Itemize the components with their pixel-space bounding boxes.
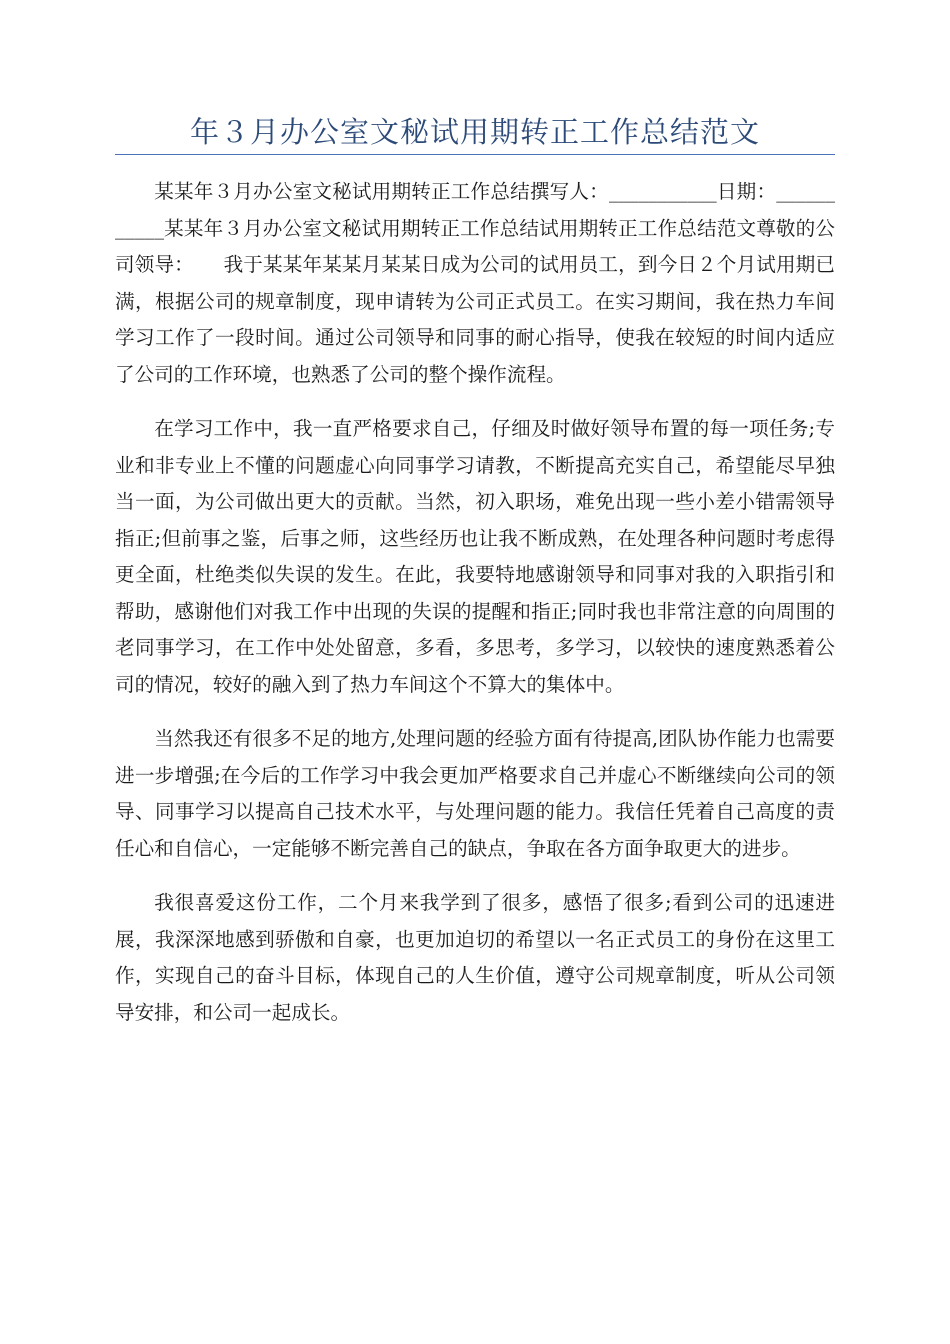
document-body <box>115 174 835 1049</box>
document-title: 年３月办公室文秘试用期转正工作总结范文 <box>189 115 760 149</box>
title-underline <box>115 154 835 155</box>
paragraph-shortcomings: 当然我还有很多不足的地方,处理问题的经验方面有待提高,团队协作能力也需要进一步增强;在今后的工作学习中我会更加严格要求自己并虚心不断继续向公司的领导、同事学习以提高自己技术水平，与处理问题的能力。我信任凭着自己高度的责任心和自信心，一定能够不断完善自己的缺点，争取在各方面争取更大的进步。 <box>115 727 835 860</box>
paragraph-learning: 在学习工作中，我一直严格要求自己，仔细及时做好领导布置的每一项任务;专业和非专业上不懂的问题虚心向同事学习请教，不断提高充实自己，希望能尽早独当一面，为公司做出更大的贡献。当然，初入职场，难免出现一些小差小错需领导指正;但前事之鉴，后事之师，这些经历也让我不断成熟，在处理各种问题时考虑得更全面，杜绝类似失误的发生。在此，我要特地感谢领导和同事对我的入职指引和帮助，感谢他们对我工作中出现的失误的提醒和指正;同时我也非常注意的向周围的老同事学习，在工作中处处留意，多看，多思考，多学习，以较快的速度熟悉着公司的情况，较好的融入到了热力车间这个不算大的集体中。 <box>115 417 835 696</box>
paragraph-conclusion: 我很喜爱这份工作，二个月来我学到了很多，感悟了很多;看到公司的迅速进展，我深深地感到骄傲和自豪，也更加迫切的希望以一名正式员工的身份在这里工作，实现自己的奋斗目标，体现自己的人生价值，遵守公司规章制度，听从公司领导安排，和公司一起成长。 <box>115 891 835 1024</box>
paragraph-intro: 某某年３月办公室文秘试用期转正工作总结撰写人：___________日期：___________某某年３月办公室文秘试用期转正工作总结试用期转正工作总结范文尊敬的公司领导： 我于某某年某某月某某日成为公司的试用员工，到今日２个月试用期已满，根据公司的规章制度，现申请转为公司正式员工。在实习期间，我在热力车间学习工作了一段时间。通过公司领导和同事的耐心指导，使我在较短的时间内适应了公司的工作环境，也熟悉了公司的整个操作流程。 <box>115 180 835 386</box>
